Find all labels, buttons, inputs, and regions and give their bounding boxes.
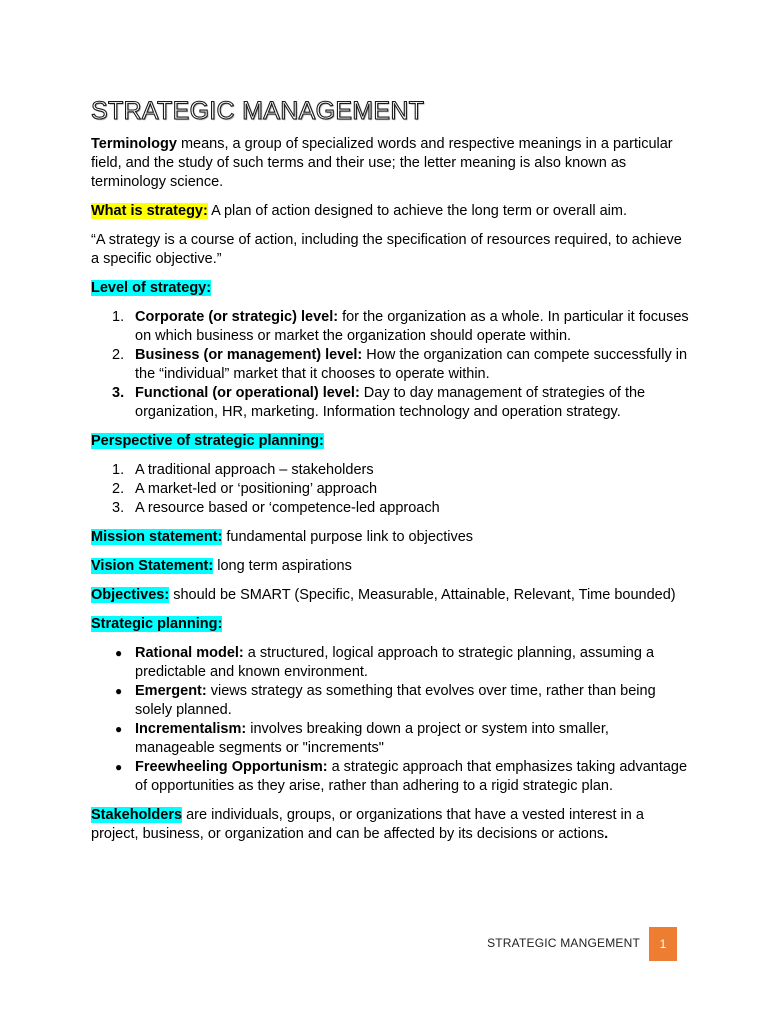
footer-title: STRATEGIC MANGEMENT xyxy=(487,936,640,950)
planning-text: involves breaking down a project or system into smaller, manageable segments or "increments" xyxy=(135,721,609,756)
planning-term: Rational model: xyxy=(135,645,244,661)
objectives-paragraph xyxy=(91,586,691,605)
stakeholders-label: Stakeholders xyxy=(91,807,183,823)
level-term: Corporate (or strategic) level: xyxy=(135,309,339,325)
terminology-paragraph xyxy=(91,135,691,192)
page-number: 1 xyxy=(649,927,677,961)
list-item xyxy=(91,384,691,422)
strategy-text: A plan of action designed to achieve the long term or overall aim. xyxy=(207,203,627,219)
terminology-text: means, a group of specialized words and respective meanings in a particular field, and the study of such terms and their use; the letter meaning is also known as terminology science. xyxy=(91,136,673,190)
level-term: Functional (or operational) level: xyxy=(135,385,360,401)
bullet-icon: ● xyxy=(115,722,123,736)
levels-heading-paragraph xyxy=(91,279,691,298)
planning-term: Emergent: xyxy=(135,683,207,699)
list-item xyxy=(91,346,691,384)
planning-text: a strategic approach that emphasizes taking advantage of opportunities as they arise, rather than adhering to a rigid strategic plan. xyxy=(135,759,688,794)
list-item xyxy=(91,758,691,796)
strategy-quote: “A strategy is a course of action, including the specification of resources required, to achieve a specific objective.” xyxy=(91,232,682,267)
mission-text: fundamental purpose link to objectives xyxy=(222,529,474,545)
terminology-term: Terminology xyxy=(91,136,177,152)
perspective-text: A resource based or ‘competence-led approach xyxy=(135,500,440,516)
planning-term: Incrementalism: xyxy=(135,721,247,737)
planning-term: Freewheeling Opportunism: xyxy=(135,759,328,775)
planning-heading: Strategic planning: xyxy=(91,616,223,632)
mission-label: Mission statement: xyxy=(91,529,223,545)
perspective-text: A traditional approach – stakeholders xyxy=(135,462,374,478)
list-number: 2. xyxy=(112,347,125,363)
list-number: 3. xyxy=(112,385,125,401)
planning-text: views strategy as something that evolves over time, rather than being solely planned. xyxy=(135,683,656,718)
page-footer xyxy=(0,927,768,961)
list-number: 2. xyxy=(112,481,125,497)
level-text: How the organization can compete successfully in the “individual” market that it chooses to operate within. xyxy=(135,347,688,382)
objectives-text: should be SMART (Specific, Measurable, Attainable, Relevant, Time bounded) xyxy=(169,587,676,603)
perspective-heading-paragraph xyxy=(91,432,691,451)
levels-list xyxy=(91,308,691,422)
level-text: Day to day management of strategies of the organization, HR, marketing. Information technology and operation strategy. xyxy=(135,385,646,420)
list-item xyxy=(91,308,691,346)
mission-paragraph xyxy=(91,528,691,547)
levels-heading: Level of strategy: xyxy=(91,280,212,296)
planning-heading-paragraph xyxy=(91,615,691,634)
list-item xyxy=(91,480,691,499)
list-item xyxy=(91,461,691,480)
planning-list xyxy=(91,644,691,796)
perspective-list xyxy=(91,461,691,518)
objectives-label: Objectives: xyxy=(91,587,170,603)
list-number: 3. xyxy=(112,500,125,516)
vision-paragraph xyxy=(91,557,691,576)
list-item xyxy=(91,499,691,518)
perspective-heading: Perspective of strategic planning: xyxy=(91,433,324,449)
stakeholders-text: are individuals, groups, or organizations that have a vested interest in a project, business, or organization and can be affected by its decisions or actions xyxy=(91,807,644,842)
list-item xyxy=(91,720,691,758)
strategy-paragraph xyxy=(91,202,691,221)
list-item xyxy=(91,644,691,682)
level-text: for the organization as a whole. In particular it focuses on which business or market the organization should operate within. xyxy=(135,309,689,344)
vision-text: long term aspirations xyxy=(213,558,352,574)
planning-text: a structured, logical approach to strategic planning, assuming a predictable and known environment. xyxy=(135,645,655,680)
bullet-icon: ● xyxy=(115,760,123,774)
strategy-label: What is strategy: xyxy=(91,203,208,219)
list-item xyxy=(91,682,691,720)
bullet-icon: ● xyxy=(115,646,123,660)
list-number: 1. xyxy=(112,462,125,478)
page-title: STRATEGIC MANAGEMENT xyxy=(91,97,425,125)
stakeholders-paragraph xyxy=(91,806,691,844)
level-term: Business (or management) level: xyxy=(135,347,363,363)
document-body xyxy=(91,96,691,854)
perspective-text: A market-led or ‘positioning’ approach xyxy=(135,481,378,497)
list-number: 1. xyxy=(112,309,125,325)
vision-label: Vision Statement: xyxy=(91,558,214,574)
stakeholders-end: . xyxy=(604,826,609,842)
bullet-icon: ● xyxy=(115,684,123,698)
